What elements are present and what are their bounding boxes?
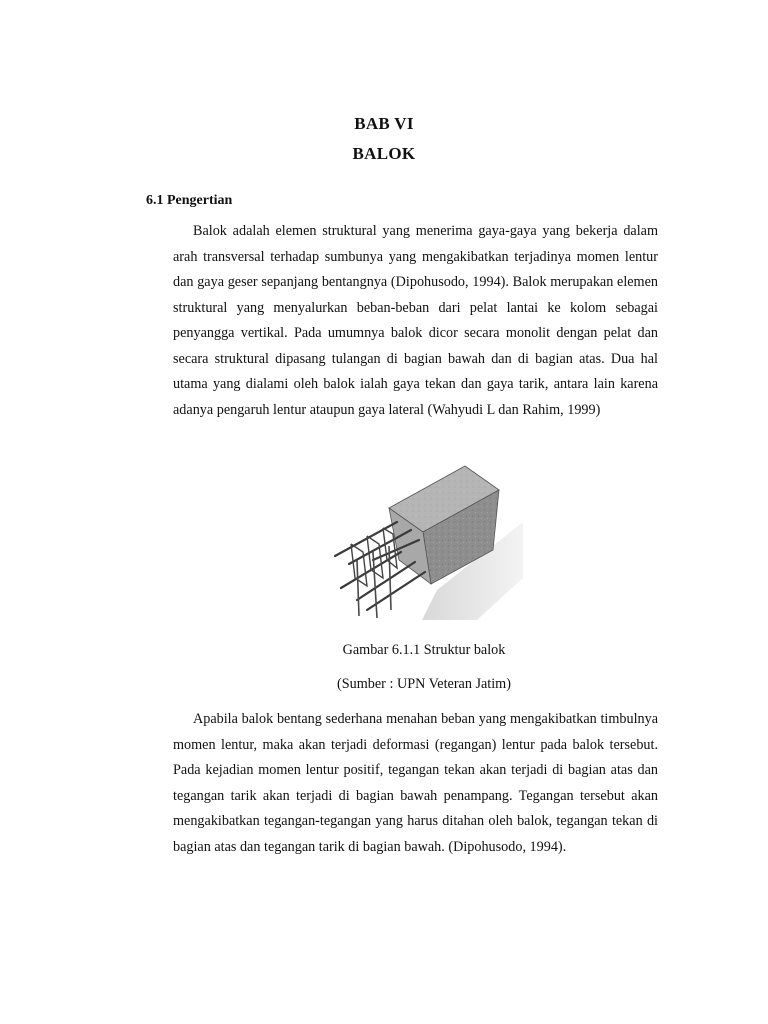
beam-drawing — [327, 460, 523, 624]
chapter-number: BAB VI — [354, 114, 414, 133]
paragraph-definition — [173, 219, 658, 423]
chapter-title: BALOK — [352, 144, 416, 163]
figure-caption: Gambar 6.1.1 Struktur balok — [342, 642, 506, 658]
section-heading: 6.1 Pengertian — [146, 193, 233, 208]
paragraph-bending-text: Apabila balok bentang sederhana menahan beban yang mengakibatkan timbulnya momen lentur, maka akan terjadi deformasi (regangan) lentur pada balok tersebut. Pada kejadian momen lentur positif, tegangan tekan akan terjadi di bagian atas dan tegangan tarik akan terjadi di bagian bawah penampang. Tegangan tersebut akan mengakibatkan tegangan-tegangan yang harus ditahan oleh balok, tegangan tekan di bagian atas dan tegangan tarik di bagian bawah. (Dipohusodo, 1994). — [173, 711, 658, 855]
paragraph-bending — [173, 707, 658, 860]
beam-structure-illustration — [327, 460, 523, 624]
paragraph-definition-text: Balok adalah elemen struktural yang menerima gaya-gaya yang bekerja dalam arah transversal terhadap sumbunya yang mengakibatkan terjadinya momen lentur dan gaya geser sepanjang bentangnya (Dipohusodo, 1994). Balok merupakan elemen struktural yang menyalurkan beban-beban dari pelat lantai ke kolom sebagai penyangga vertikal. Pada umumnya balok dicor secara monolit dengan pelat dan secara struktural dipasang tulangan di bagian bawah dan di bagian atas. Dua hal utama yang dialami oleh balok ialah gaya tekan dan gaya tarik, antara lain karena adanya pengaruh lentur ataupun gaya lateral (Wahyudi L dan Rahim, 1999) — [173, 223, 658, 418]
figure-source: (Sumber : UPN Veteran Jatim) — [337, 676, 511, 692]
